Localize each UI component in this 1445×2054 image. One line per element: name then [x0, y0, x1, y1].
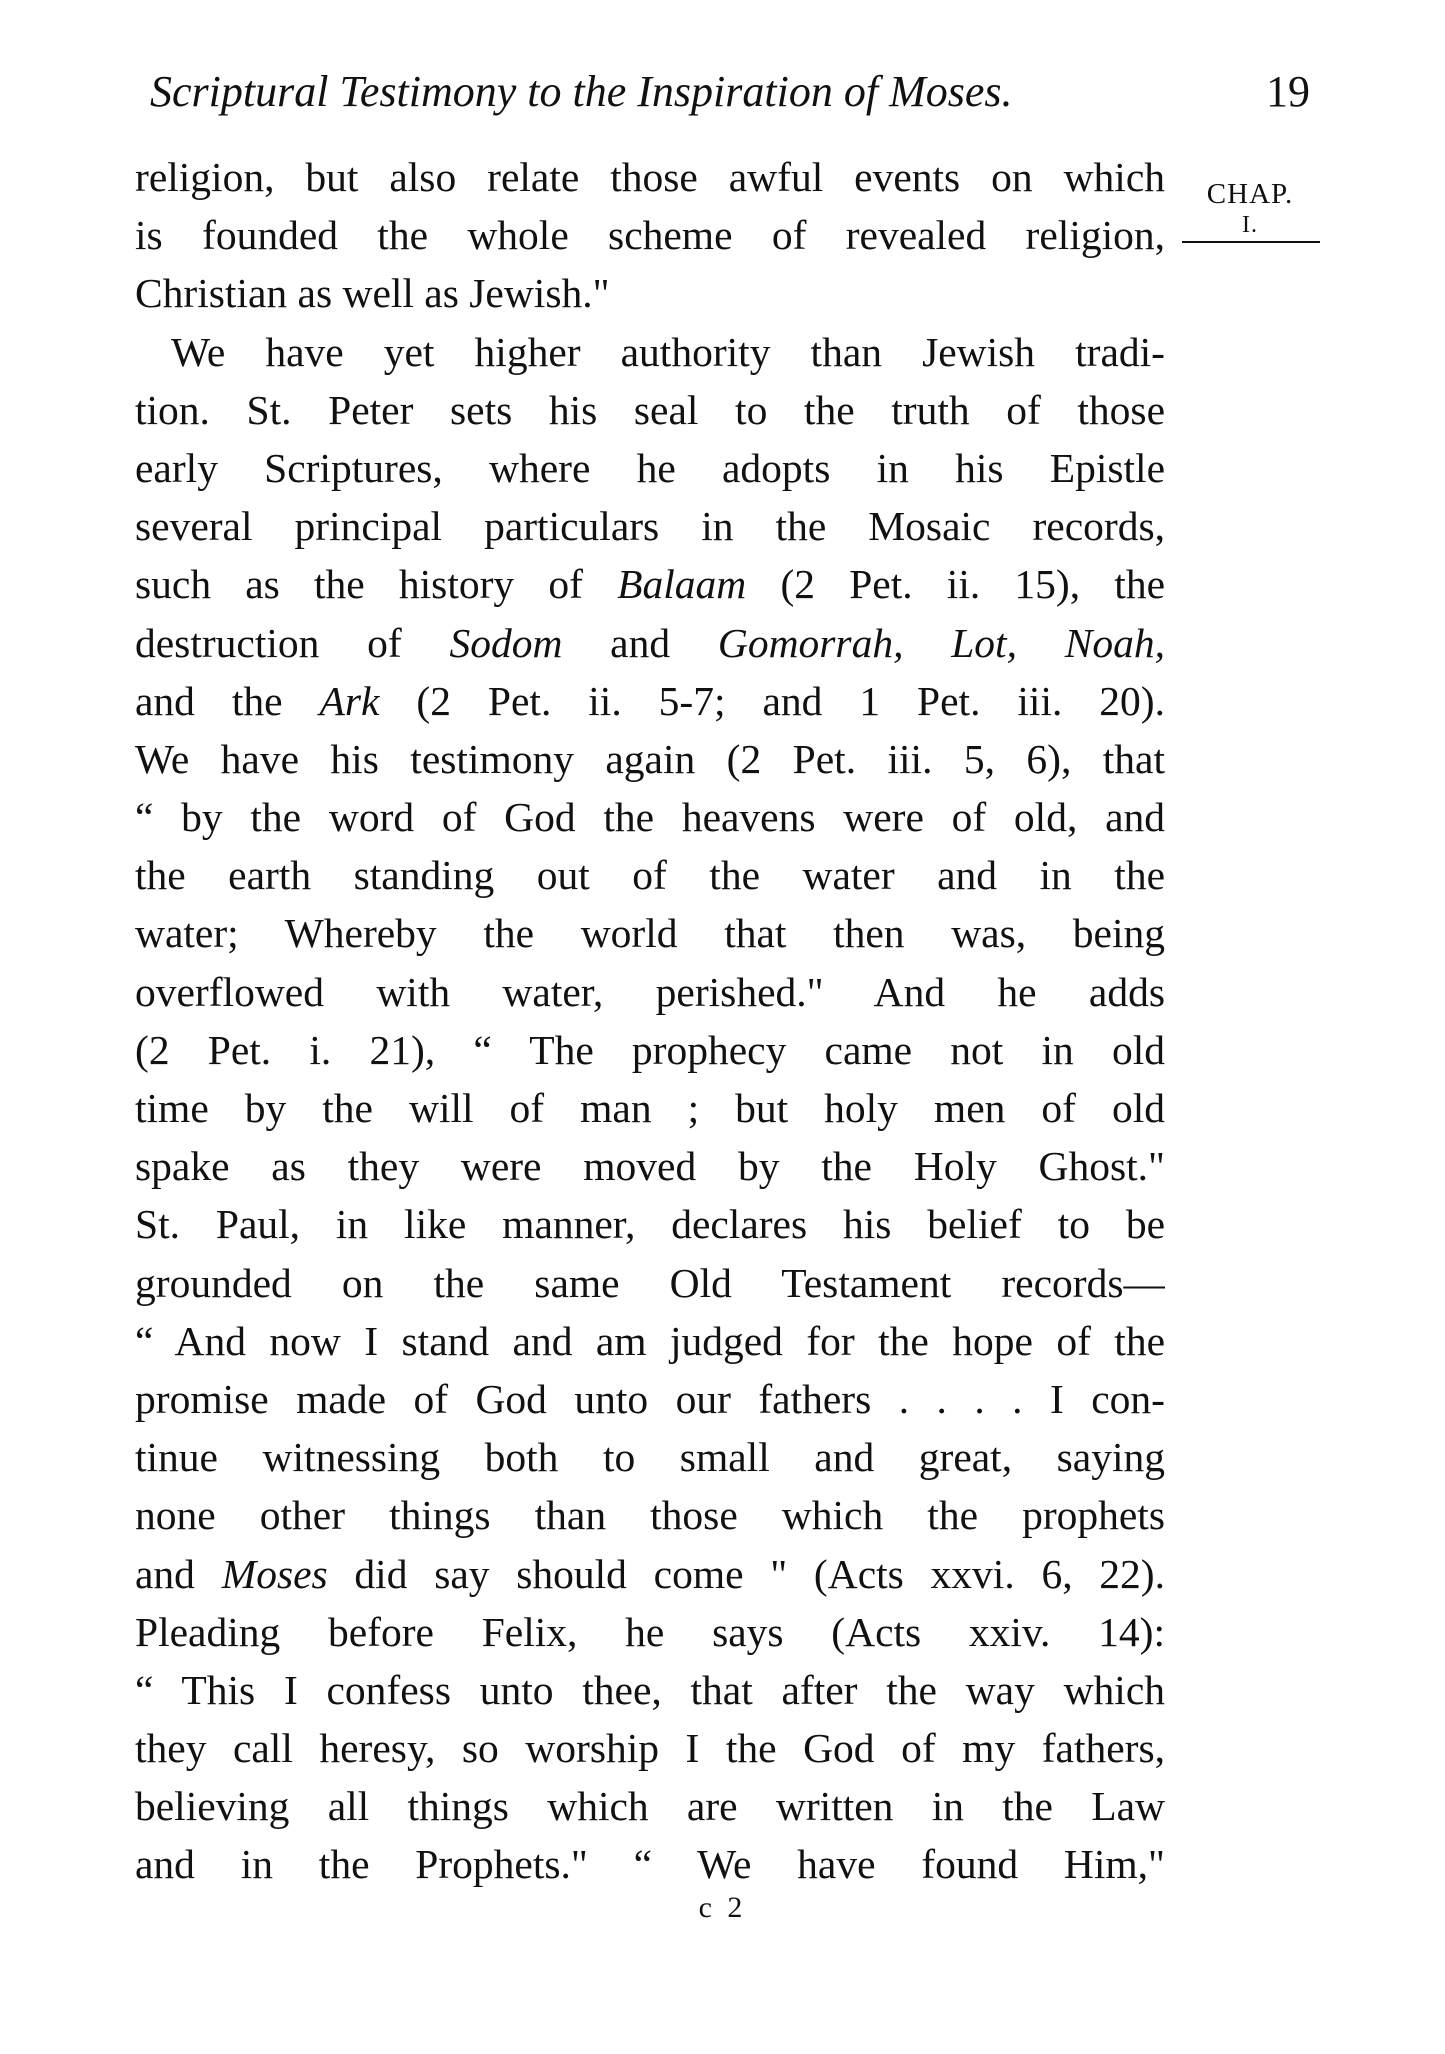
- text-segment: believing all things which are written in the Law: [135, 1783, 1165, 1830]
- text-segment: We have his testimony again (2 Pet. iii. 5, 6), that: [135, 735, 1165, 782]
- text-segment: [903, 620, 951, 666]
- text-line: [135, 1661, 1165, 1719]
- text-line: [135, 1254, 1165, 1312]
- text-segment: Pleading before Felix, he says (Acts xxiv. 14):: [135, 1608, 1165, 1655]
- text-segment: the earth standing out of the water and in the: [135, 852, 1165, 899]
- italic-term: Balaam: [617, 561, 747, 608]
- text-line: [135, 614, 1165, 672]
- signature-mark: c 2: [698, 1891, 747, 1924]
- text-line: [135, 1719, 1165, 1777]
- chapter-sidenote: [1180, 177, 1320, 239]
- text-segment: “ And now I stand and am judged for the hope of the: [135, 1317, 1165, 1364]
- text-segment: and: [135, 1550, 222, 1597]
- text-segment: promise made of God unto our fathers . . . . I con-: [135, 1375, 1165, 1422]
- page-number: 19: [1266, 67, 1310, 116]
- text-segment: tinue witnessing both to small and great, saying: [135, 1434, 1165, 1481]
- italic-term: Noah,: [1064, 619, 1165, 666]
- text-segment: and: [562, 619, 718, 666]
- text-segment: religion, but also relate those awful events on which: [135, 154, 1165, 200]
- text-line: [135, 1428, 1165, 1486]
- text-segment: destruction of: [135, 619, 450, 666]
- text-line: [135, 148, 1165, 206]
- text-line: [135, 1137, 1165, 1195]
- text-line: [135, 904, 1165, 962]
- chapter-number: I.: [1242, 212, 1258, 238]
- body-text: [135, 148, 1165, 1894]
- text-line: [135, 206, 1165, 264]
- text-segment: [1017, 620, 1065, 666]
- text-line: [135, 846, 1165, 904]
- text-line: [135, 1603, 1165, 1661]
- text-line: [135, 1545, 1165, 1603]
- text-segment: spake as they were moved by the Holy Ghost.": [135, 1143, 1165, 1190]
- text-segment: “ This I confess unto thee, that after the way which: [135, 1666, 1165, 1713]
- text-segment: water; Whereby the world that then was, being: [135, 910, 1165, 957]
- text-line: [135, 439, 1165, 497]
- text-segment: “ by the word of God the heavens were of old, and: [135, 794, 1165, 841]
- text-line: [135, 788, 1165, 846]
- chapter-label: CHAP.: [1206, 178, 1294, 210]
- text-segment: grounded on the same Old Testament records—: [135, 1259, 1165, 1306]
- italic-term: Lot,: [951, 619, 1017, 666]
- text-segment: (2 Pet. ii. 15), the: [746, 561, 1165, 608]
- italic-term: Gomorrah,: [717, 619, 904, 666]
- text-segment: (2 Pet. ii. 5-7; and 1 Pet. iii. 20).: [379, 677, 1165, 724]
- text-line: [135, 1370, 1165, 1428]
- text-segment: (2 Pet. i. 21), “ The prophecy came not in old: [135, 1026, 1165, 1073]
- italic-term: Sodom: [449, 619, 563, 666]
- text-line: [135, 1486, 1165, 1544]
- text-segment: We have yet higher authority than Jewish tradi-: [171, 328, 1165, 375]
- chapter-rule: [1182, 241, 1320, 243]
- text-line: [135, 1312, 1165, 1370]
- text-segment: and the: [135, 677, 320, 724]
- text-line: [135, 672, 1165, 730]
- text-segment: such as the history of: [135, 561, 618, 608]
- text-line: [135, 1195, 1165, 1253]
- text-segment: early Scriptures, where he adopts in his Epistle: [135, 444, 1165, 491]
- text-line: [135, 497, 1165, 555]
- text-segment: St. Paul, in like manner, declares his belief to be: [135, 1201, 1165, 1248]
- text-line: [135, 264, 1165, 322]
- italic-term: Moses: [221, 1550, 328, 1597]
- text-line: [135, 1021, 1165, 1079]
- italic-term: Ark: [319, 677, 380, 724]
- running-head-title: Scriptural Testimony to the Inspiration of Moses.: [150, 67, 1013, 116]
- text-line: [135, 381, 1165, 439]
- text-segment: is founded the whole scheme of revealed religion,: [135, 212, 1165, 259]
- text-line: [135, 1079, 1165, 1137]
- text-line: [135, 963, 1165, 1021]
- text-segment: none other things than those which the prophets: [135, 1492, 1165, 1539]
- text-segment: and in the Prophets." “ We have found Him,": [135, 1841, 1165, 1888]
- text-line: [135, 555, 1165, 613]
- text-line: [135, 730, 1165, 788]
- text-line: [135, 323, 1165, 381]
- text-segment: Christian as well as Jewish.": [135, 270, 610, 317]
- text-segment: overflowed with water, perished." And he adds: [135, 968, 1165, 1015]
- text-segment: tion. St. Peter sets his seal to the truth of those: [135, 386, 1165, 433]
- text-segment: several principal particulars in the Mosaic records,: [135, 503, 1165, 550]
- text-line: [135, 1835, 1165, 1893]
- text-segment: did say should come " (Acts xxvi. 6, 22).: [327, 1550, 1165, 1597]
- running-head: [150, 62, 1310, 122]
- text-line: [135, 1777, 1165, 1835]
- text-segment: time by the will of man ; but holy men of old: [135, 1085, 1165, 1131]
- text-segment: they call heresy, so worship I the God of my fathers,: [135, 1725, 1165, 1772]
